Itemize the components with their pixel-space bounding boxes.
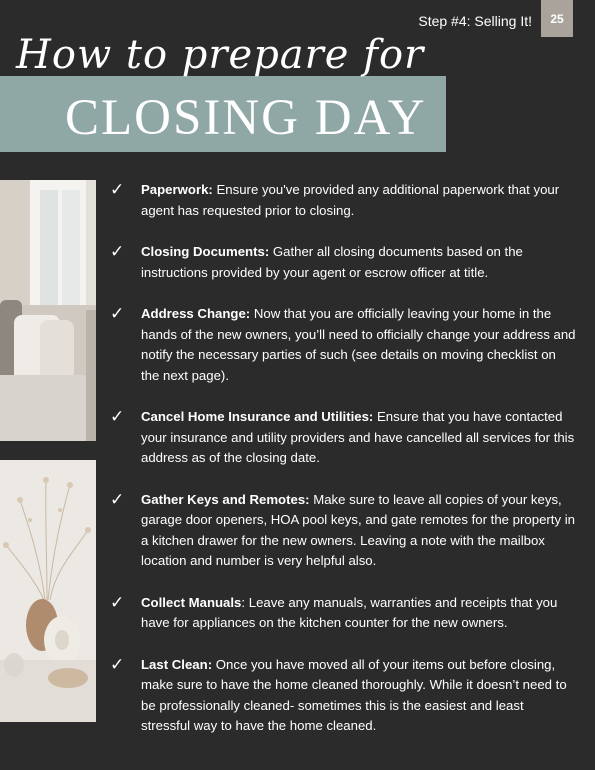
item-label: Last Clean: xyxy=(141,656,213,672)
page-title: CLOSING DAY xyxy=(65,90,427,146)
check-mark-icon: ✓ xyxy=(110,654,125,674)
item-text: Now that you are officially leaving your home in the hands of the new owners, you’ll need to officially change your address and notify the necessary parties of such (see details on moving checklist on the next page). xyxy=(141,306,576,383)
check-mark-icon: ✓ xyxy=(110,407,125,426)
item-text: Ensure that you have contacted your insurance and utility providers and have cancelled all services for this address as of the closing date. xyxy=(141,409,575,465)
check-mark-icon: ✓ xyxy=(110,592,125,612)
checklist-item-keys-remotes xyxy=(106,490,576,572)
item-label: Closing Documents: xyxy=(141,244,270,259)
title-script-line: How to prepare for xyxy=(16,32,425,78)
sofa-photo-art xyxy=(0,180,96,441)
item-label: Cancel Home Insurance and Utilities: xyxy=(141,409,374,424)
checklist-item-last-clean xyxy=(106,655,576,737)
step-label: Step #4: Selling It! xyxy=(418,13,532,29)
page-number: 25 xyxy=(550,11,564,26)
check-mark-icon: ✓ xyxy=(110,304,125,323)
check-mark-icon: ✓ xyxy=(110,489,125,509)
item-label: Gather Keys and Remotes: xyxy=(141,491,310,507)
vase-photo-art xyxy=(0,460,96,722)
check-mark-icon: ✓ xyxy=(110,180,125,199)
item-label: Address Change: xyxy=(141,306,251,321)
checklist-item-address-change xyxy=(106,304,576,386)
checklist-item-closing-documents xyxy=(106,242,576,283)
check-mark-icon: ✓ xyxy=(110,242,125,261)
vase-photo xyxy=(0,460,96,722)
item-text: Once you have moved all of your items out before closing, make sure to have the home cleaned thoroughly. While it doesn’t need to be professionally cleaned- sometimes this is the easiest and least stressful way to have the home cleaned. xyxy=(141,656,567,733)
closing-checklist xyxy=(106,180,576,737)
item-text: Make sure to leave all copies of your keys, garage door openers, HOA pool keys, and gate remotes for the property in a kitchen drawer for the new owners. Leaving a note with the mailbox location and number is very helpful also. xyxy=(141,491,575,568)
item-label: Paperwork: xyxy=(141,182,213,197)
page-number-badge xyxy=(541,0,573,37)
checklist-item-cancel-insurance-utilities xyxy=(106,407,576,469)
item-text: Gather all closing documents based on the instructions provided by your agent or escrow officer at title. xyxy=(141,244,523,280)
item-text: Ensure you've provided any additional paperwork that your agent has requested prior to closing. xyxy=(141,182,560,218)
checklist-item-collect-manuals xyxy=(106,593,576,634)
sofa-photo xyxy=(0,180,96,441)
item-text: : Leave any manuals, warranties and receipts that you have for appliances on the kitchen counter for the new owners. xyxy=(141,594,558,630)
item-label: Collect Manuals xyxy=(141,594,242,610)
checklist-item-paperwork xyxy=(106,180,576,221)
